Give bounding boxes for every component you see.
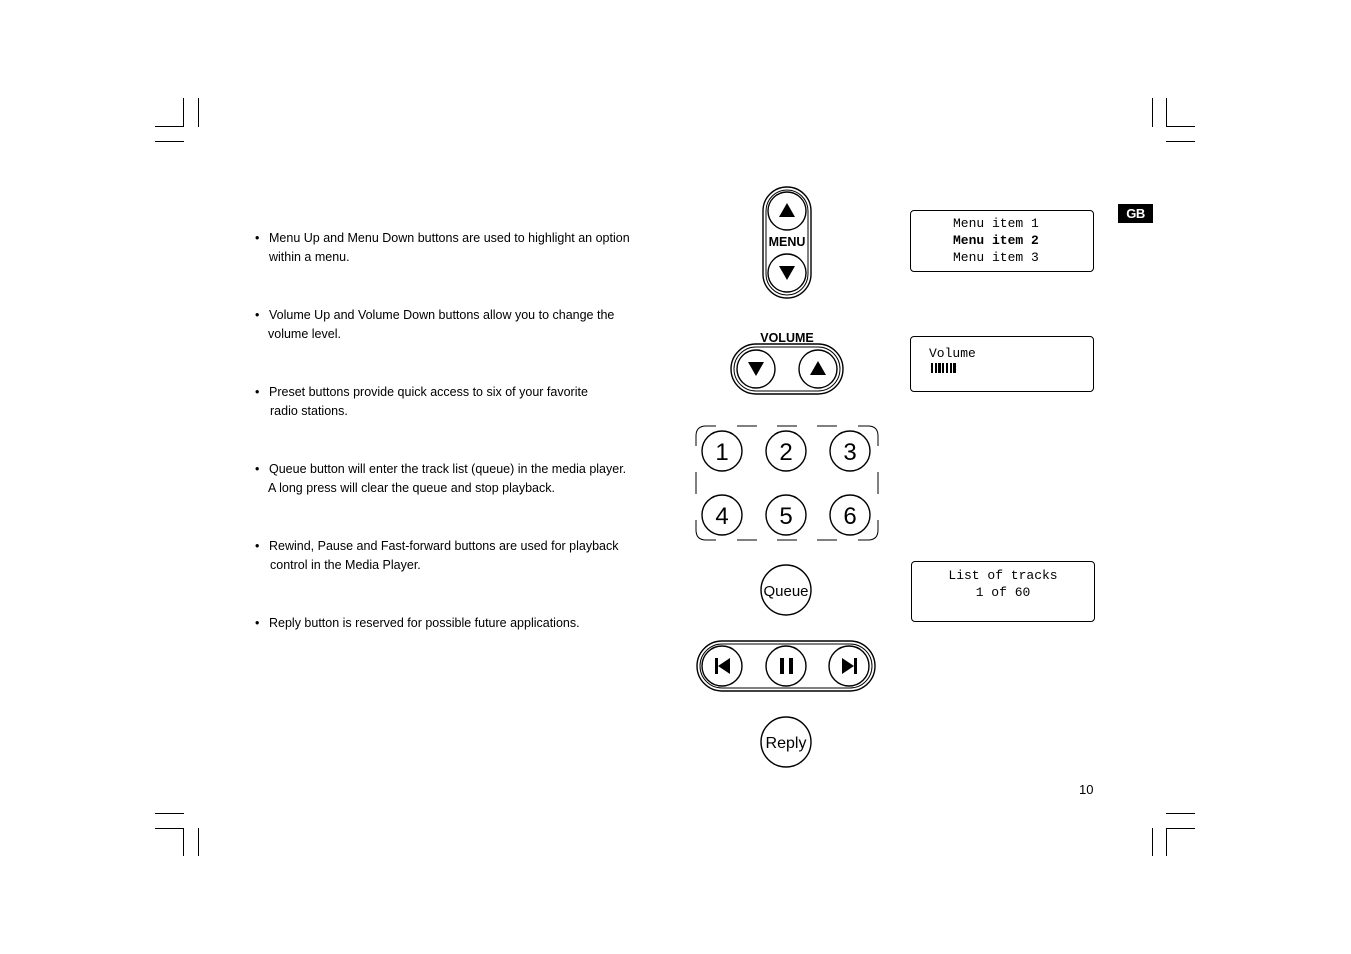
bullet-text: Reply button is reserved for possible future applications. [269,616,580,630]
bullet-dot: • [255,231,260,245]
tracks-display [911,561,1095,622]
pause-icon [780,658,793,674]
volume-display [910,336,1094,392]
menu-display [910,210,1094,272]
tracks-position: 1 of 60 [975,585,1031,600]
menu-item: Menu item 1 [953,216,1039,231]
page-number: 10 [1079,782,1094,797]
bullet-text: A long press will clear the queue and stop playback. [268,481,555,495]
bullet-text: volume level. [268,327,341,341]
triangle-up-icon [810,361,826,375]
preset-label: 1 [715,439,729,466]
menu-label: MENU [768,235,806,249]
volume-bar [931,363,933,373]
bullet-text: Menu Up and Menu Down buttons are used to highlight an option [269,231,630,245]
language-badge: GB [1118,204,1153,223]
skip-back-icon [715,658,730,674]
triangle-up-icon [779,203,795,217]
reply-label: Reply [765,735,807,752]
tracks-title: List of tracks [948,568,1058,583]
volume-label: VOLUME [760,331,814,345]
volume-display-label: Volume [929,346,976,361]
bullet-text: Volume Up and Volume Down buttons allow you to change the [269,308,615,322]
volume-bar [942,363,944,373]
preset-label: 2 [779,439,793,466]
pause-button[interactable] [766,646,806,686]
preset-label: 5 [779,503,793,530]
volume-bar [935,363,937,373]
queue-label: Queue [763,583,809,600]
bullet-text: Queue button will enter the track list (queue) in the media player. [269,462,627,476]
bullet-text: Rewind, Pause and Fast-forward buttons are used for playback [269,539,619,553]
bullet-text: Preset buttons provide quick access to six of your favorite [269,385,588,399]
preset-label: 6 [843,503,857,530]
bullet-dot: • [255,308,260,322]
menu-item-selected: Menu item 2 [953,233,1039,248]
bullet-text: radio stations. [270,404,348,418]
preset-label: 3 [843,439,857,466]
bullet-dot: • [255,616,260,630]
volume-button-group [731,344,843,394]
bullet-text: within a menu. [269,250,350,264]
volume-bar [953,363,955,373]
preset-label: 4 [715,503,729,530]
bullet-dot: • [255,385,260,399]
bullet-dot: • [255,539,260,553]
volume-bar [950,363,952,373]
menu-item: Menu item 3 [953,250,1039,265]
skip-forward-icon [842,658,857,674]
bullet-text: control in the Media Player. [270,558,421,572]
triangle-down-icon [748,362,764,376]
volume-bar [938,363,940,373]
bullet-dot: • [255,462,260,476]
triangle-down-icon [779,266,795,280]
volume-bar [946,363,948,373]
